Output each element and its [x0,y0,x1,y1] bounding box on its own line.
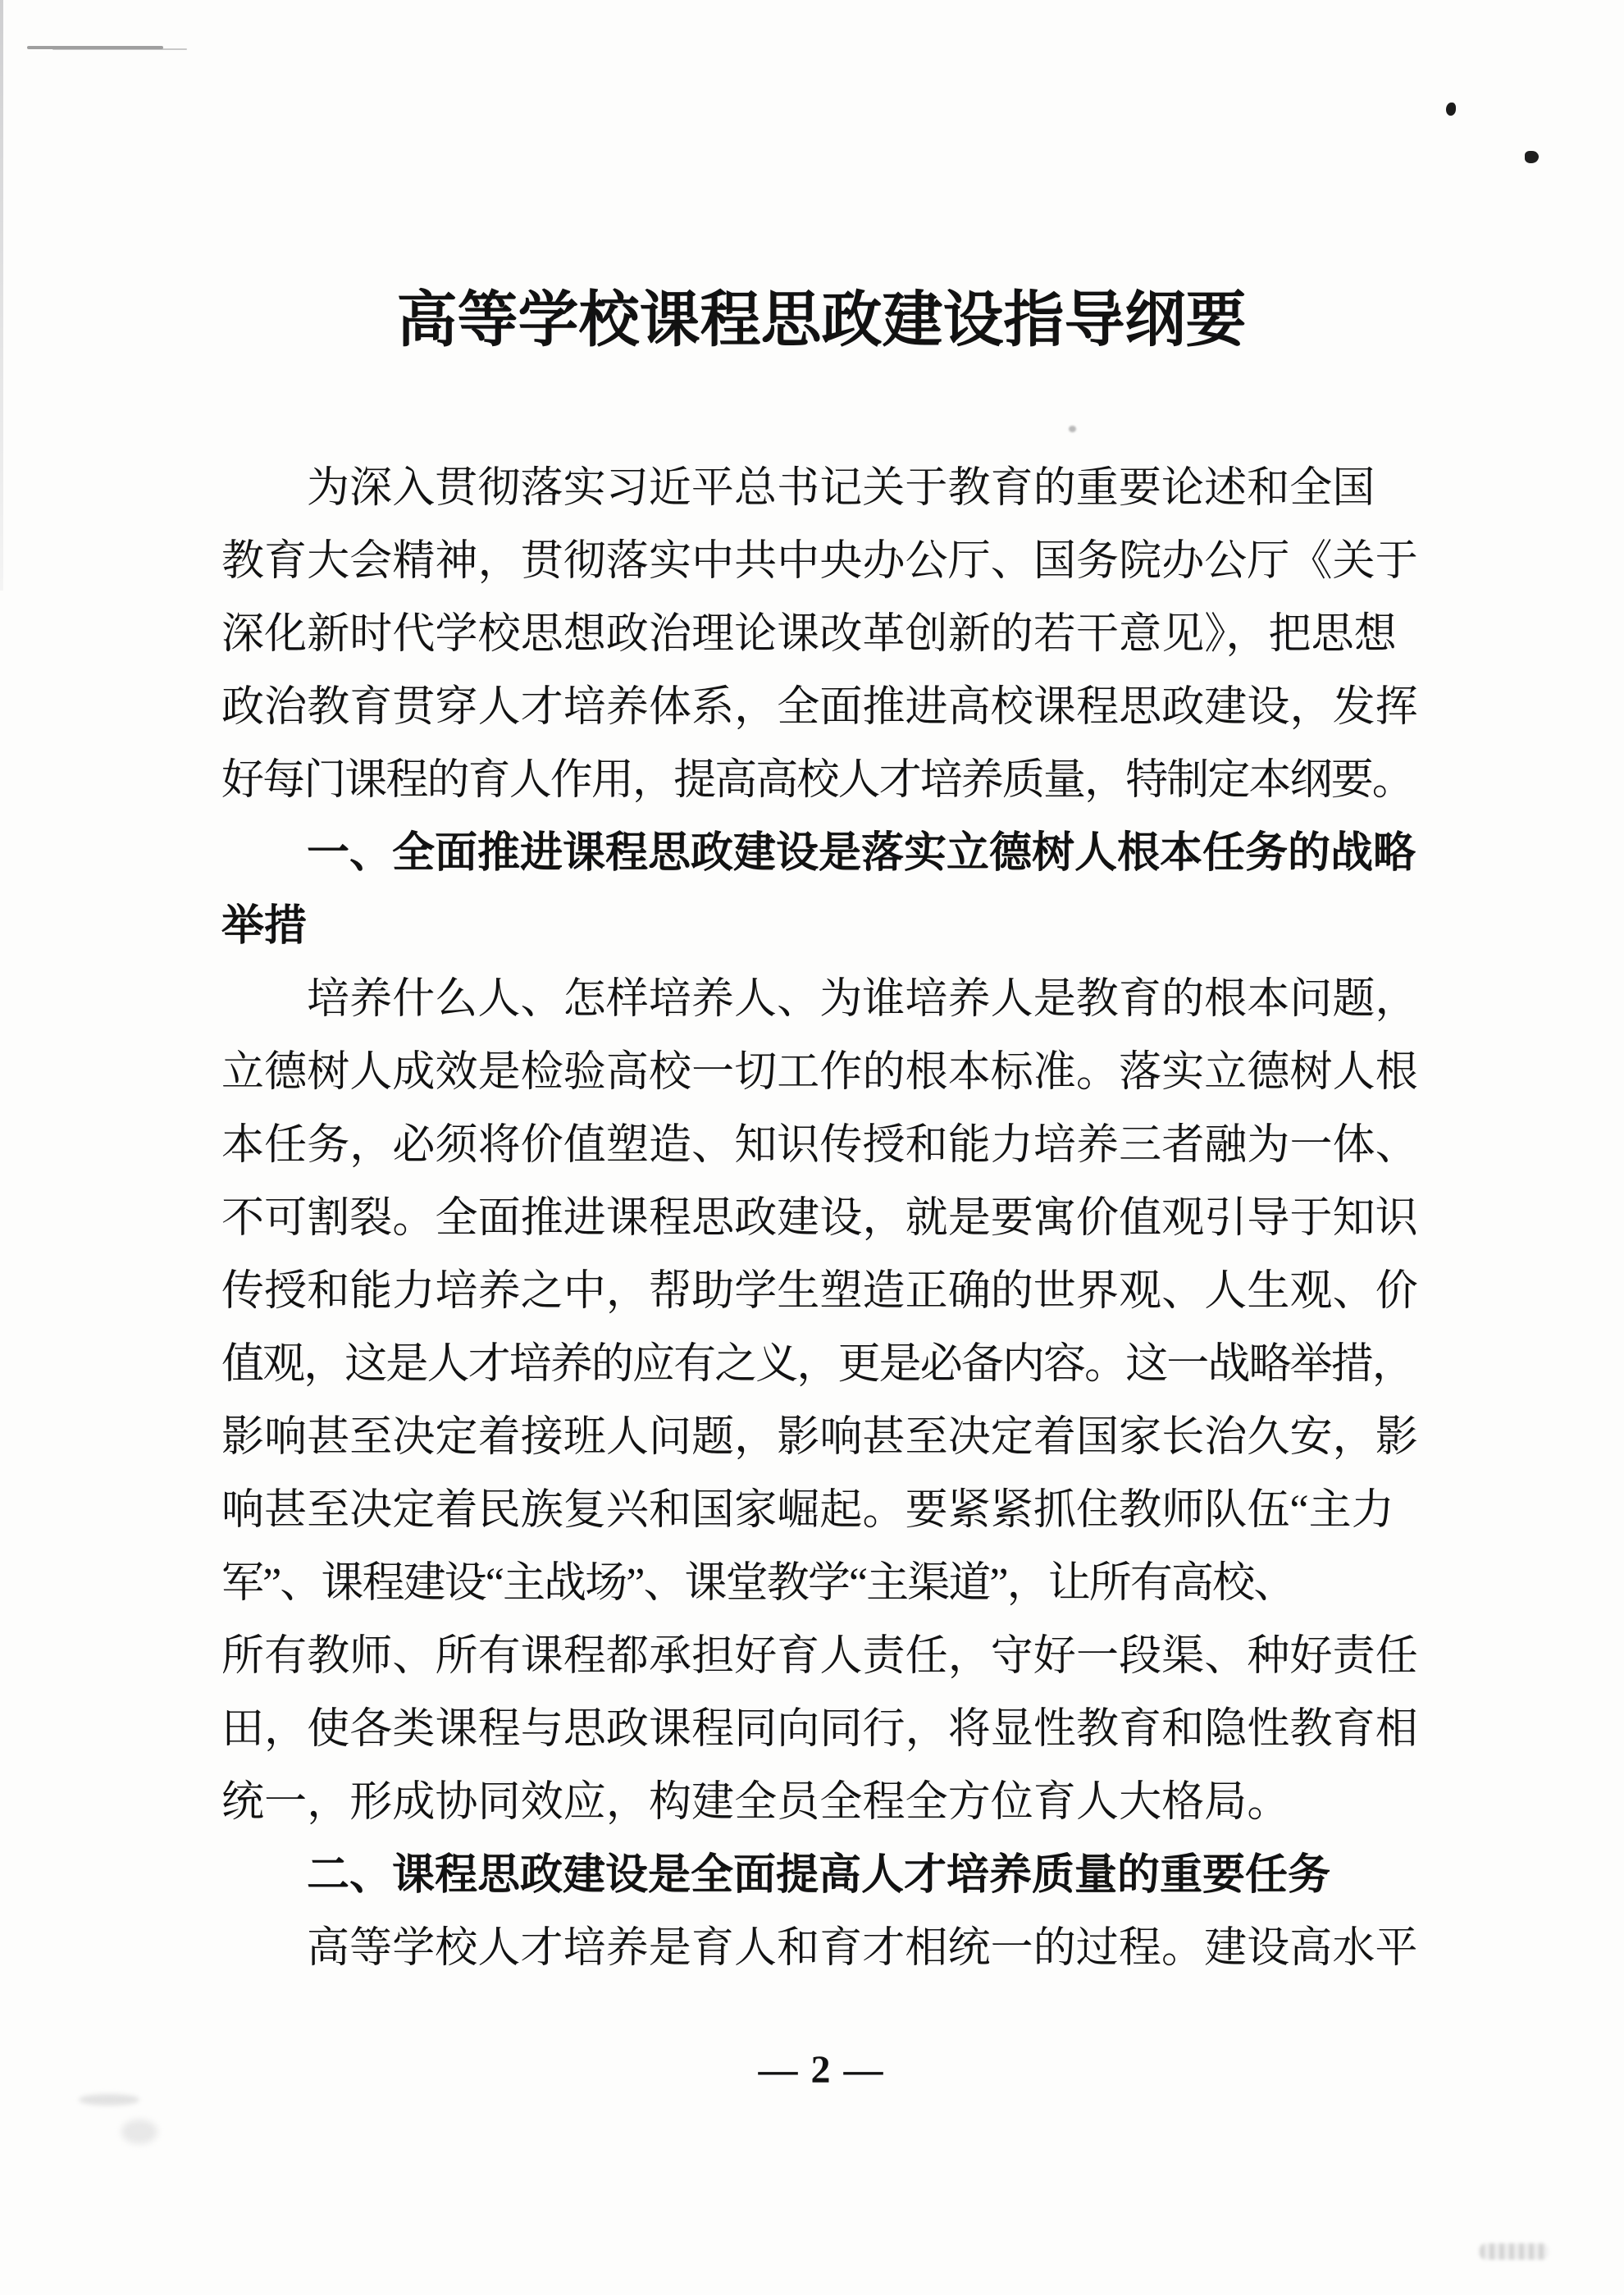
text-line: 影响甚至决定着接班人问题，影响甚至决定着国家长治久安，影 [221,1414,1418,1461]
text-line: 政治教育贯穿人才培养体系，全面推进高校课程思政建设，发挥 [221,684,1418,731]
text-line: 所有教师、所有课程都承担好育人责任，守好一段渠、种好责任 [221,1633,1418,1680]
text-line: 军”、课程建设“主战场”、课堂教学“主渠道”，让所有高校、 [221,1560,1295,1607]
page-number: — 2 — [758,2048,885,2092]
scan-smudge [79,2094,139,2106]
heading-line: 举措 [221,902,308,950]
ink-speck [1525,151,1539,163]
text-line: 不可割裂。全面推进课程思政建设，就是要寓价值观引导于知识 [221,1195,1418,1242]
ink-speck [1446,103,1456,116]
text-line: 培养什么人、怎样培养人、为谁培养人是教育的根本问题， [307,976,1418,1023]
ink-speck [1069,426,1076,432]
text-line: 田，使各类课程与思政课程同向同行，将显性教育和隐性教育相 [221,1706,1418,1753]
text-line: 深化新时代学校思想政治理论课改革创新的若干意见》，把思想 [221,611,1397,658]
text-line: 立德树人成效是检验高校一切工作的根本标准。落实立德树人根 [221,1049,1418,1096]
text-line: 好每门课程的育人作用，提高高校人才培养质量，特制定本纲要。 [221,757,1413,804]
document-title: 高等学校课程思政建设指导纲要 [396,287,1247,354]
text-line: 为深入贯彻落实习近平总书记关于教育的重要论述和全国 [307,465,1375,512]
scan-smudge [1480,2243,1549,2260]
scan-smudge [121,2119,157,2144]
text-line: 高等学校人才培养是育人和育才相统一的过程。建设高水平 [307,1925,1418,1972]
scan-edge-shadow [0,0,3,591]
text-line: 传授和能力培养之中，帮助学生塑造正确的世界观、人生观、价 [221,1268,1418,1315]
heading-line: 一、全面推进课程思政建设是落实立德树人根本任务的战略 [307,829,1416,877]
text-line: 统一，形成协同效应，构建全员全程全方位育人大格局。 [221,1779,1290,1826]
heading-line: 二、课程思政建设是全面提高人才培养质量的重要任务 [307,1851,1331,1899]
text-line: 本任务，必须将价值塑造、知识传授和能力培养三者融为一体、 [221,1122,1418,1169]
document-body [221,452,1421,1985]
text-line: 值观，这是人才培养的应有之义，更是必备内容。这一战略举措， [221,1341,1413,1388]
text-line: 教育大会精神，贯彻落实中共中央办公厅、国务院办公厅《关于 [221,538,1418,585]
scan-artifact-line [27,46,163,49]
text-line: 响甚至决定着民族复兴和国家崛起。要紧紧抓住教师队伍“主力 [221,1487,1394,1534]
